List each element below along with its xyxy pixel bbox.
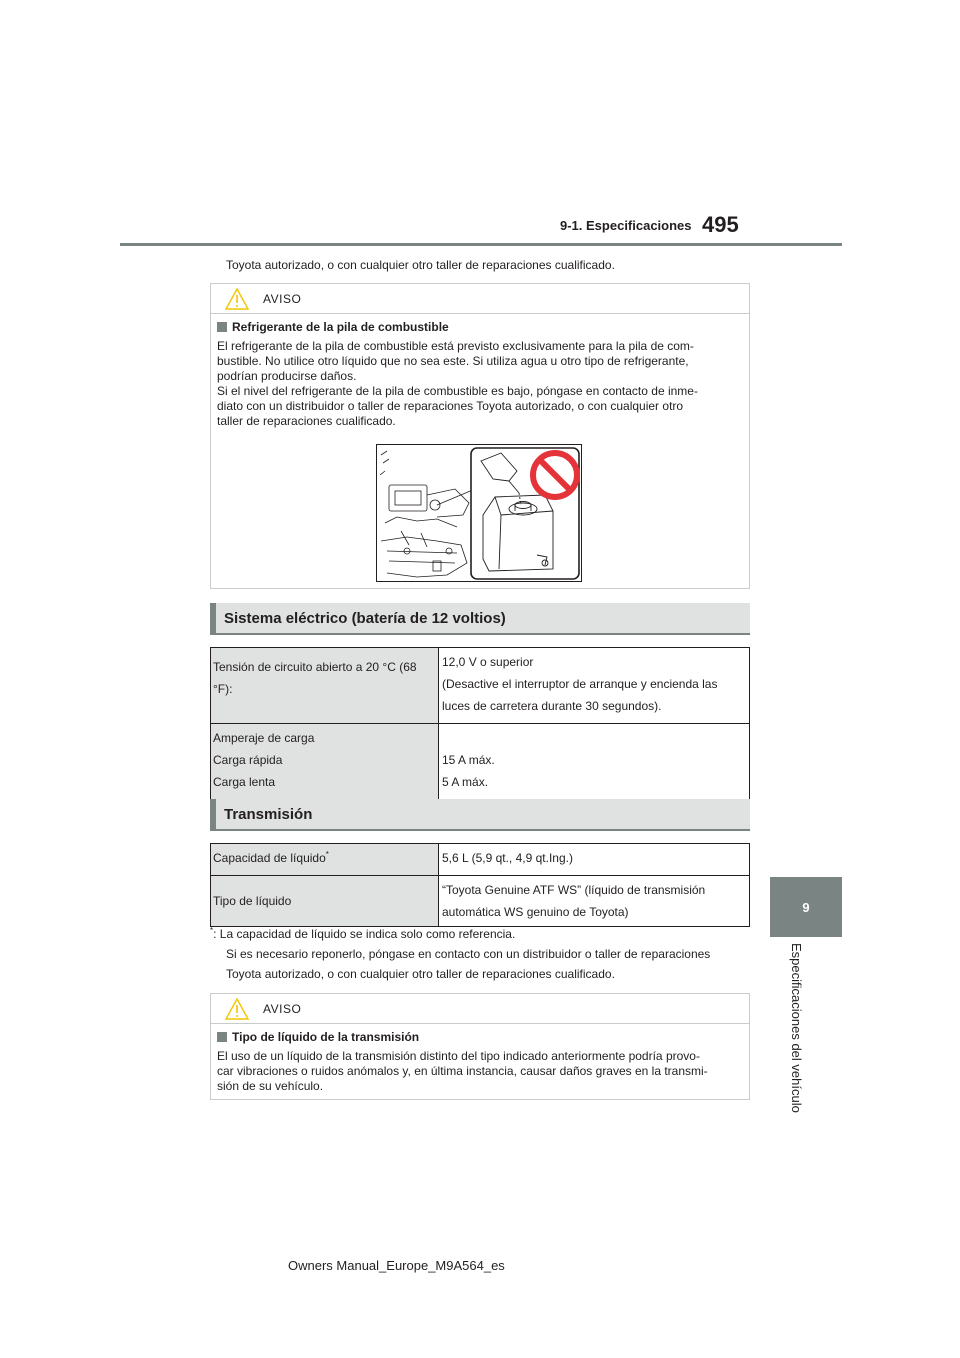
coolant-illustration [376,444,582,582]
document-footer: Owners Manual_Europe_M9A564_es [288,1258,505,1273]
spec-key-line: Carga rápida [213,753,283,767]
footnote-line: Toyota autorizado, o con cualquier otro taller de reparaciones cualificado. [226,967,615,981]
spec-value-line: automática WS genuino de Toyota) [442,905,629,919]
spec-key-line: Carga lenta [213,775,276,789]
spec-value-line: 5,6 L (5,9 qt., 4,9 qt.Ing.) [442,851,573,865]
warning-subheading-text: Tipo de líquido de la transmisión [232,1030,420,1044]
spec-key-text: Tipo de líquido [213,894,292,908]
footnote-text: : La capacidad de líquido se indica solo como referencia. [213,927,516,941]
spec-value-line: (Desactive el interruptor de arranque y encienda las [442,677,718,691]
footnote [210,924,750,984]
square-bullet-icon [217,1032,227,1042]
warning-box-transmission [210,993,750,1100]
spec-key-line: °F): [213,682,233,696]
warning-line: bustible. No utilice otro líquido que no sea este. Si utiliza agua u otro tipo de refrigerante, [217,354,689,368]
table-row [211,844,750,876]
footnote-line: Si es necesario reponerlo, póngase en contacto con un distribuidor o taller de reparaciones [226,947,711,961]
warning-triangle-icon [225,998,249,1020]
warning-triangle-icon [225,288,249,310]
warning-line: taller de reparaciones cualificado. [217,414,396,428]
warning-line: El uso de un líquido de la transmisión distinto del tipo indicado anteriormente podría provo- [217,1049,700,1063]
spec-key [211,844,439,876]
page-number: 495 [702,212,739,237]
spec-value-line: “Toyota Genuine ATF WS” (líquido de transmisión [442,883,706,897]
warning-subheading-text: Refrigerante de la pila de combustible [232,320,449,334]
warning-title: AVISO [263,291,302,306]
warning-body [217,1049,747,1094]
warning-subheading [217,320,743,334]
warning-title: AVISO [263,1001,302,1016]
warning-line: Si el nivel del refrigerante de la pila de combustible es bajo, póngase en contacto de inme- [217,384,698,398]
table-row [211,724,750,800]
section-header: 9-1. Especificaciones [560,218,692,233]
square-bullet-icon [217,322,227,332]
spec-key [211,876,439,927]
spec-key [211,724,439,800]
spec-key-text: Capacidad de líquido [213,851,326,865]
spec-key-line: Tensión de circuito abierto a 20 °C (68 [213,660,417,674]
spec-value-line: 5 A máx. [442,775,489,789]
warning-line: diato con un distribuidor o taller de reparaciones Toyota autorizado, o con cualquier otro [217,399,684,413]
section-title-transmission: Transmisión [210,799,750,831]
warning-line: sión de su vehículo. [217,1079,324,1093]
header-rule [120,243,842,246]
spec-key [211,648,439,724]
chapter-tab: 9 [770,877,842,937]
spec-key-line: Amperaje de carga [213,731,315,745]
section-title-electrical: Sistema eléctrico (batería de 12 voltios) [210,603,750,635]
warning-header [211,994,749,1024]
footnote-mark: * [210,926,214,935]
coolant-tank-prohibited-icon [377,445,583,583]
warning-line: podrían producirse daños. [217,369,357,383]
warning-subheading [217,1030,743,1044]
warning-line: El refrigerante de la pila de combustible está previsto exclusivamente para la pila de com- [217,339,694,353]
warning-line: car vibraciones o ruidos anómalos y, en última instancia, causar daños graves en la transmi- [217,1064,708,1078]
spec-value [439,648,750,724]
spec-value-line: 12,0 V o superior [442,655,534,669]
transmission-spec-table [210,843,750,927]
spec-value [439,724,750,800]
electrical-spec-table [210,647,750,800]
spec-value-line: luces de carretera durante 30 segundos). [442,699,662,713]
footnote-mark: * [325,850,329,859]
intro-text: Toyota autorizado, o con cualquier otro taller de reparaciones cualificado. [226,258,615,272]
table-row [211,648,750,724]
spec-value-line: 15 A máx. [442,753,495,767]
table-row [211,876,750,927]
footnote-line [210,924,750,944]
spec-value [439,844,750,876]
spec-value-line [442,727,747,749]
warning-body [217,339,747,429]
chapter-label: Especificaciones del vehículo [789,943,804,1113]
warning-header [211,284,749,314]
spec-value [439,876,750,927]
